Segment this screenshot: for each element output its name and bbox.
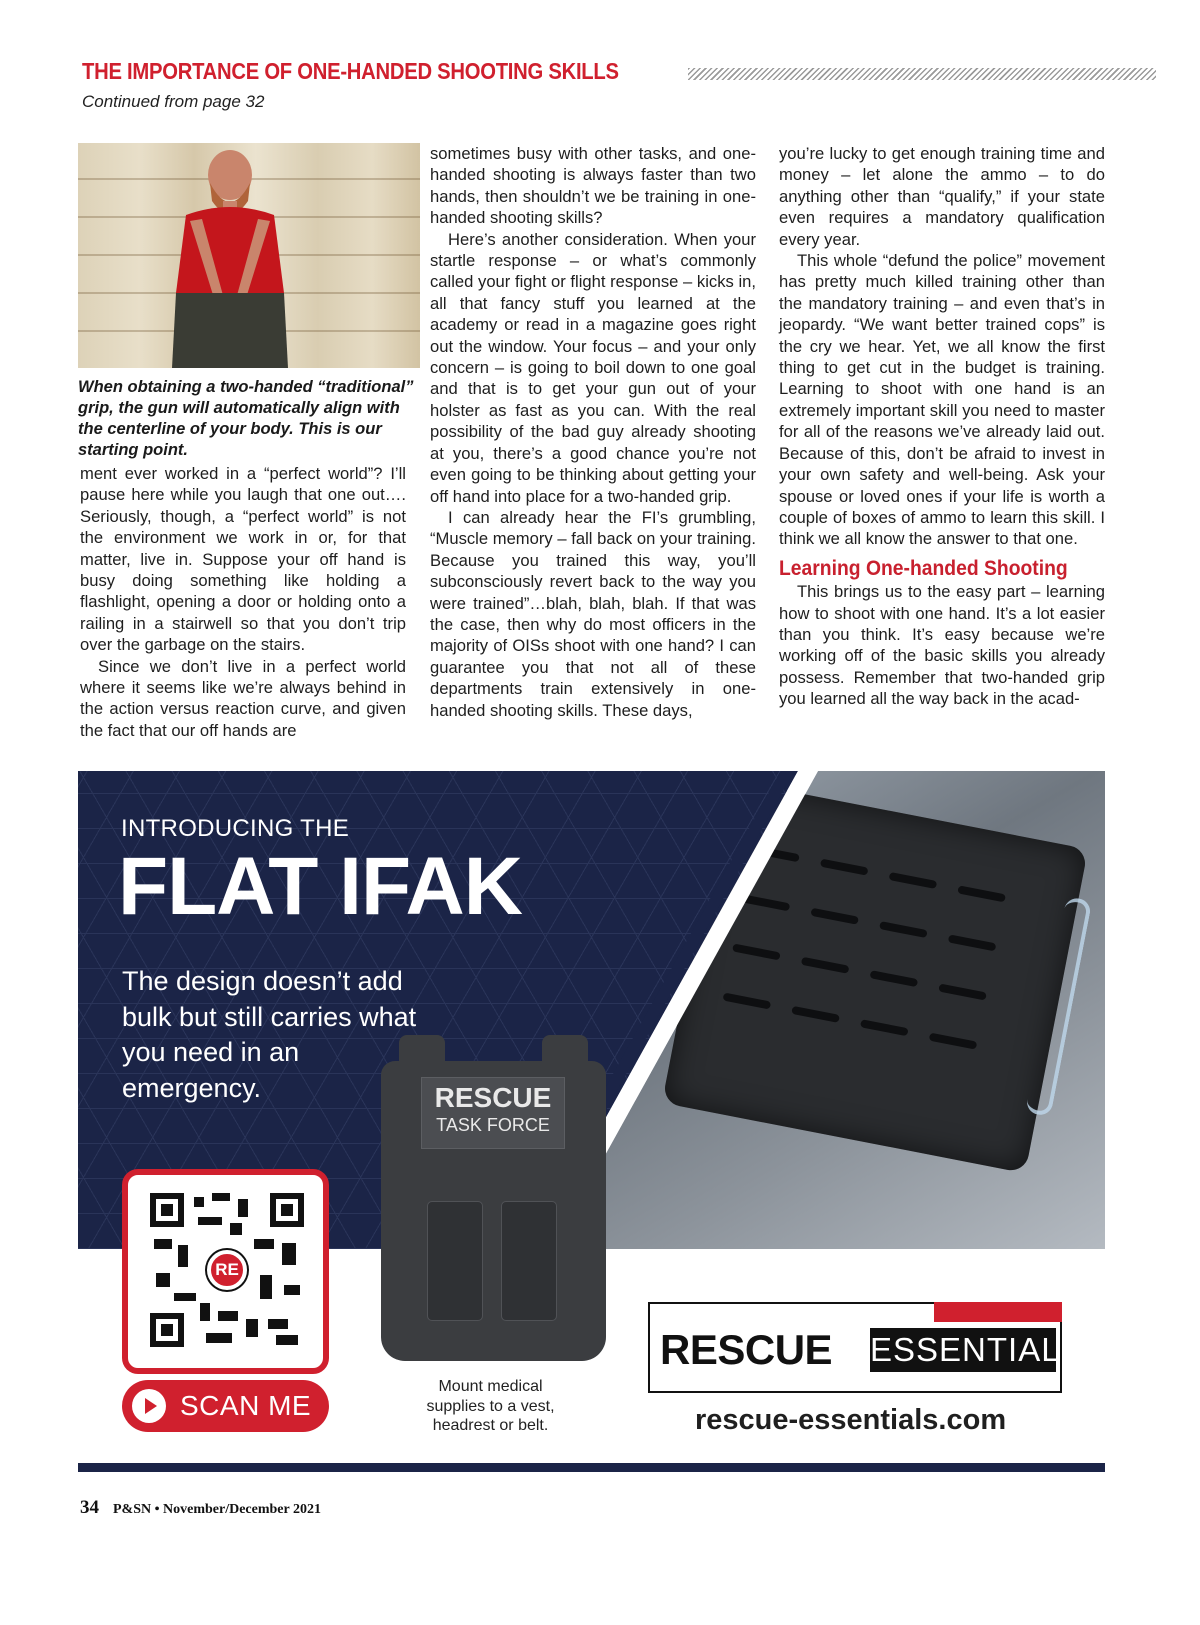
scan-me-button[interactable]: [122, 1380, 329, 1432]
paragraph: This brings us to the easy part – learning how to shoot with one hand. It’s a lot easier than you think. It’s easy because we’re working off of the basic skills you already possess. Remember that two-handed grip you learned all the way back in the acad-: [779, 582, 1105, 709]
vest-patch-line1: RESCUE: [434, 1082, 552, 1113]
publication-info: P&SN • November/December 2021: [113, 1502, 321, 1517]
article-column-1: [80, 463, 406, 741]
article-column-3: [779, 143, 1105, 710]
ad-website-link[interactable]: rescue-essentials.com: [695, 1404, 1007, 1436]
play-icon: [132, 1389, 166, 1423]
section-subhead: Learning One-handed Shooting: [779, 556, 1068, 580]
rescue-essentials-logo: [648, 1302, 1084, 1393]
qr-code[interactable]: [150, 1193, 304, 1347]
ad-copy: The design doesn’t add bulk but still carries what you need in an emergency.: [122, 966, 417, 1103]
continued-note: Continued from page 32: [82, 92, 265, 111]
advertisement: [78, 771, 1105, 1461]
paragraph: sometimes busy with other tasks, and one-handed shooting is always faster than two hands, then shouldn’t we be training in one-handed shooting skills?: [430, 144, 756, 228]
scan-me-label: SCAN ME: [180, 1390, 312, 1421]
qr-logo: RE: [207, 1250, 247, 1290]
paragraph: you’re lucky to get enough training time and money – let alone the ammo – to do anything other than “qualify,” if your state even requires a mandatory qualification every year.: [779, 144, 1105, 249]
paragraph: I can already hear the FI’s grumbling, “Muscle memory – fall back on your training. Because you trained this way, you’ll subconsciously revert back to the way you were trained”…blah, blah, blah. If that was the case, then why do most officers in the majority of OISs shoot with one hand? I can guarantee you that not all of these departments train extensively in one-handed shooting skills. These days,: [430, 507, 756, 720]
paragraph: ment ever worked in a “perfect world”? I’ll pause here while you laugh that one out…. Seriously, though, a “perfect world” is not the environment we work in or, for that matter, live in. Suppose your off hand is busy doing something like holding a flashlight, opening a door or holding onto a railing in a stairwell so that you don’t trip over the garbage on the stairs.: [80, 464, 406, 655]
paragraph: This whole “defund the police” movement has pretty much killed training other than the mandatory training – and even that’s in jeopardy. “We want better trained cops” is the cry we hear. Yet, we all know the first thing to get cut in the budget is training. Learning to shoot with one hand is an extremely important skill you need to master for all of the reasons we’ve already laid out. Because of this, don’t be afraid to invest in your own safety and well-being. Ask your spouse or loved ones if your life is worth a couple of boxes of ammo to learn this skill. I think we all know the answer to that one.: [779, 251, 1105, 549]
page-number: 34: [80, 1497, 99, 1518]
vest-patch-line2: TASK FORCE: [436, 1115, 550, 1135]
ad-intro: INTRODUCING THE: [121, 815, 350, 842]
paragraph: Here’s another consideration. When your startle response – or what’s commonly called your fight or flight response – kicks in, all that fancy stuff you learned at the academy or read in a magazine goes right out the window. Your focus – and your only concern – is going to boil down to one goal and that is to get your gun out of your holster as fast as you can. With the real possibility of the bad guy already shooting at you, there’s a good chance you’re not even going to be thinking about getting your off hand into place for a two-handed grip.: [430, 229, 756, 506]
article-photo: [78, 143, 420, 368]
vest-image: [381, 1061, 606, 1361]
ad-headline: FLAT IFAK: [118, 841, 522, 932]
page-footer: [80, 1497, 321, 1519]
paragraph: Since we don’t live in a perfect world where it seems like we’re always behind in the action versus reaction curve, and given the fact that our off hands are: [80, 656, 406, 740]
vest-patch: [421, 1077, 565, 1149]
qr-code-card[interactable]: [122, 1169, 329, 1374]
footer-rule: [78, 1463, 1105, 1472]
article-column-2: [430, 143, 756, 721]
logo-word-rescue: RESCUE: [660, 1326, 833, 1373]
article-title: THE IMPORTANCE OF ONE-HANDED SHOOTING SKILLS: [82, 58, 619, 84]
photo-caption: When obtaining a two-handed “traditional” grip, the gun will automatically align with the centerline of your body. This is our starting point.: [78, 378, 414, 459]
vest-caption: Mount medical supplies to a vest, headrest or belt.: [426, 1378, 555, 1434]
header-decoration: [688, 68, 1156, 80]
logo-word-essentials: ESSENTIALS: [870, 1328, 1056, 1372]
